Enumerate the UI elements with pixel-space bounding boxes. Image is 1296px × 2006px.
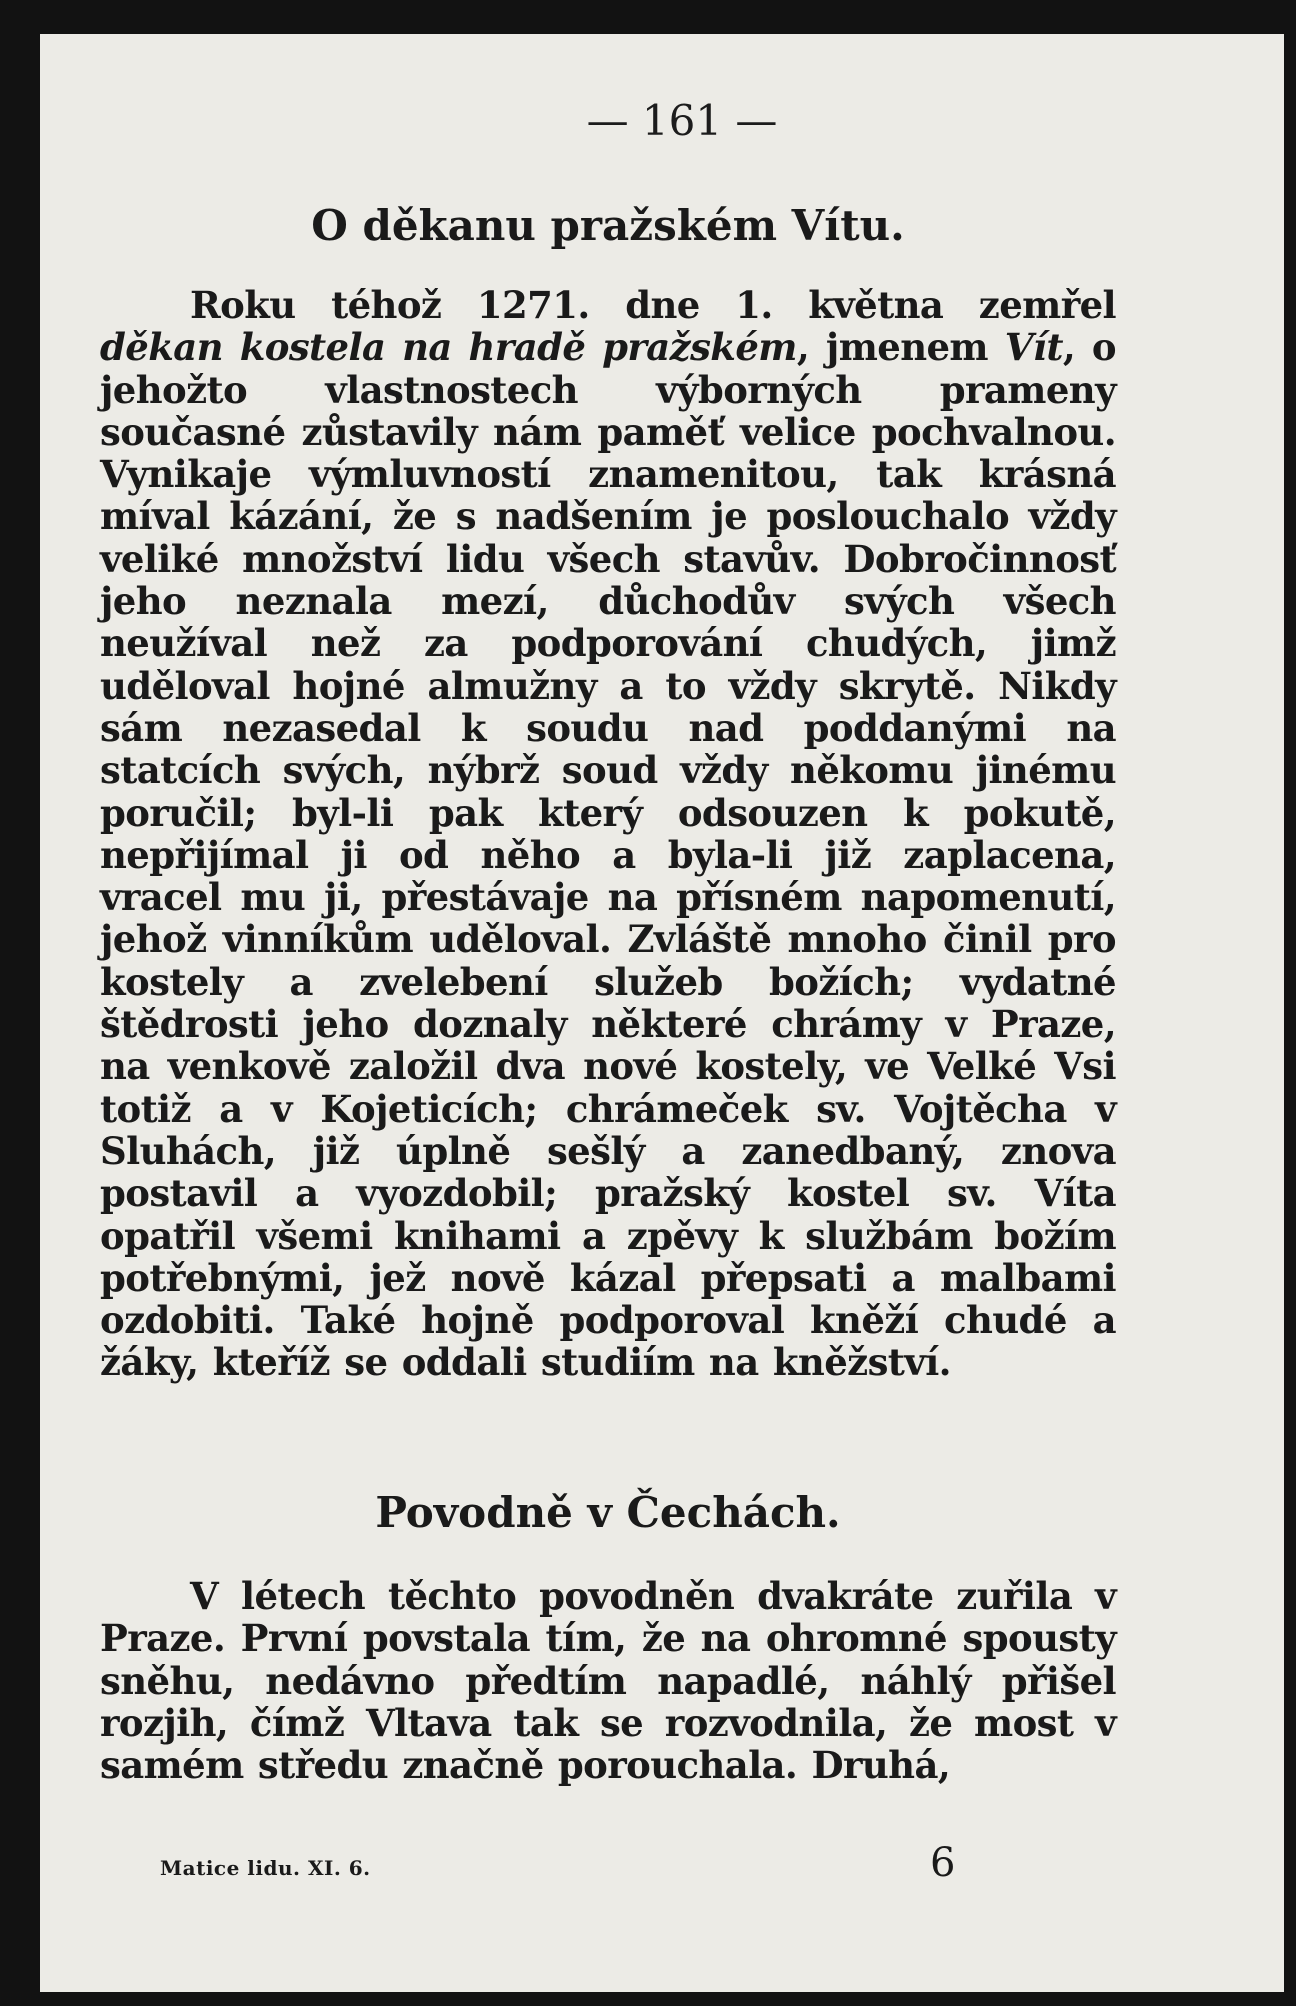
book-page	[40, 34, 1284, 1992]
article-paragraph	[100, 284, 1116, 1384]
article-title: O děkanu pražském Vítu.	[311, 201, 905, 250]
paragraph-text-part: , jmenem	[796, 325, 1005, 370]
article-dekan-vit	[100, 202, 1116, 1384]
italic-phrase-dekan: děkan kostela na hradě pražském	[100, 325, 797, 370]
paragraph-text-part: Roku téhož 1271. dne 1. května zemřel	[190, 283, 1116, 327]
article-title: Povodně v Čechách.	[375, 1488, 841, 1537]
page-number: — 161 —	[586, 96, 778, 145]
sheet-number: 6	[930, 1840, 956, 1886]
article-povodne	[100, 1489, 1116, 1786]
paragraph-text-part: , o jehožto vlastnostech výborných prameny současné zůstavily nám paměť velice pochvalnou. Vynikaje výmluvností znamenitou, tak krásná míval kázání, že s nadšením je poslouchalo vždy veliké množství lidu všech stavův. Dobročinnosť jeho neznala mezí, důchodův svých všech neužíval než za podporování chudých, jimž uděloval hojné almužny a to vždy skrytě. Nikdy sám nezasedal k soudu nad poddanými na statcích svých, nýbrž soud vždy někomu jinému poručil; byl-li pak který odsouzen k pokutě, nepřijímal ji od něho a byla-li již zaplacena, vracel mu ji, přestávaje na přísném napomenutí, jehož vinníkům uděloval. Zvláště mnoho činil pro kostely a zvelebení služeb božích; vydatné štědrosti jeho doznaly některé chrámy v Praze, na venkově založil dva nové kostely, ve Velké Vsi totiž a v Kojeticích; chrámeček sv. Vojtěcha v Sluhách, již úplně sešlý a zanedbaný, znova postavil a vyozdobil; pražský kostel sv. Víta opatřil všemi knihami a zpěvy k službám božím potřebnými, jež nově kázal přepsati a malbami ozdobiti. Také hojně podporoval kněží chudé a žáky, kteříž se oddali studiím na kněžství.	[100, 325, 1116, 1385]
article-paragraph: V létech těchto povodněn dvakráte zuřila v Praze. První povstala tím, že na ohromné spousty sněhu, nedávno předtím napadlé, náhlý přišel rozjih, čímž Vltava tak se rozvodnila, že most v samém středu značně porouchala. Druhá,	[100, 1574, 1116, 1788]
italic-name-vit: Vít	[1004, 325, 1063, 370]
printer-signature: Matice lidu. XI. 6.	[160, 1856, 371, 1880]
